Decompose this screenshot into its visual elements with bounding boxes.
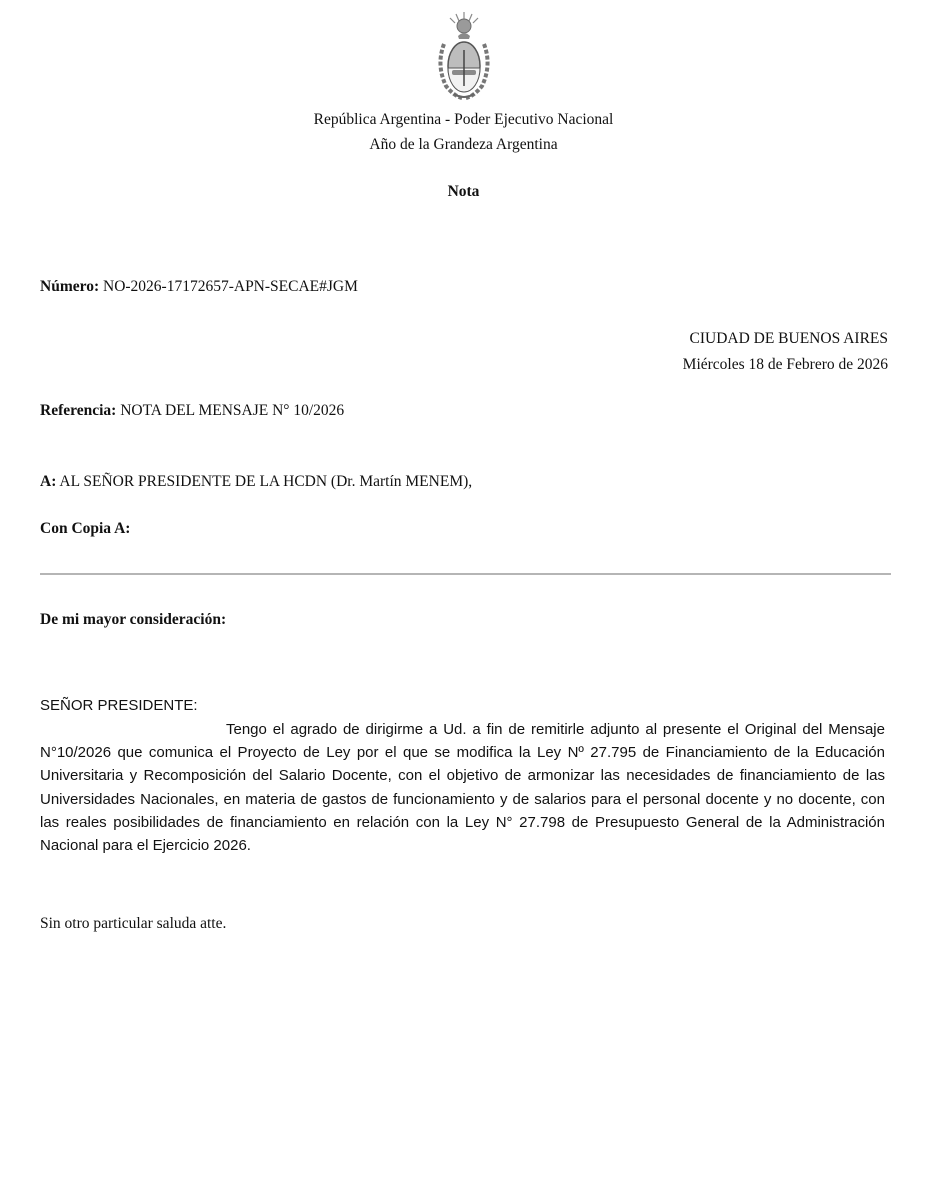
addressee: SEÑOR PRESIDENTE: (40, 697, 198, 714)
destinatario-label: A: (40, 473, 57, 490)
header-line-2: Año de la Grandeza Argentina (369, 136, 558, 153)
city: CIUDAD DE BUENOS AIRES (689, 330, 888, 347)
coat-of-arms-icon (428, 10, 500, 102)
closing: Sin otro particular saluda atte. (40, 915, 227, 932)
con-copia-label: Con Copia A: (40, 520, 131, 537)
body-text: Tengo el agrado de dirigirme a Ud. a fin de remitirle adjunto al presente el Original del Mensaje N°10/2026 que comunica el Proyecto de Ley por el que se modifica la Ley Nº 27.795 de Financiamiento de la Educación Universitaria y Recomposición del Salario Docente, con el objetivo de armonizar las necesidades de financiamiento de las Universidades Nacionales, en materia de gastos de funcionamiento y de salarios para el personal docente y no docente, con las reales posibilidades de financiamiento en relación con la Ley N° 27.798 de Presupuesto General de la Administración Nacional para el Ejercicio 2026. (40, 721, 885, 855)
numero-value: NO-2026-17172657-APN-SECAE#JGM (103, 278, 358, 295)
referencia-label: Referencia: (40, 402, 117, 419)
destinatario-value: AL SEÑOR PRESIDENTE DE LA HCDN (Dr. Martín MENEM), (59, 473, 473, 490)
referencia-line (40, 402, 344, 420)
salutation: De mi mayor consideración: (40, 611, 227, 628)
divider (40, 573, 891, 575)
body-paragraph (40, 718, 885, 857)
date: Miércoles 18 de Febrero de 2026 (682, 356, 888, 373)
numero-label: Número: (40, 278, 100, 295)
document-type-title: Nota (447, 183, 480, 200)
referencia-value: NOTA DEL MENSAJE N° 10/2026 (120, 402, 345, 419)
numero-line (40, 278, 358, 296)
header-line-1: República Argentina - Poder Ejecutivo Nacional (313, 111, 614, 128)
destinatario-line (40, 473, 472, 491)
